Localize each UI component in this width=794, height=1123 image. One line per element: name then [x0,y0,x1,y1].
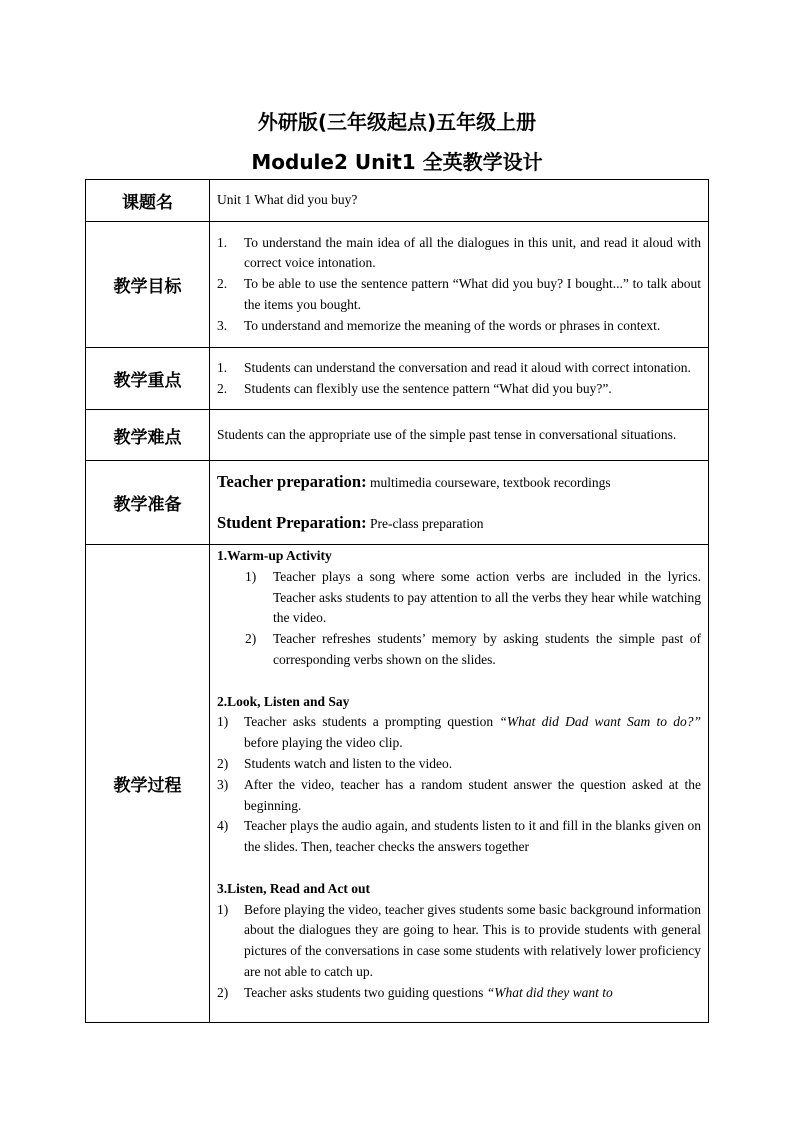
section-listen-read-act-title: 3.Listen, Read and Act out [217,880,371,896]
section-warm-up-title: 1.Warm-up Activity [217,548,332,563]
student-preparation: Student Preparation: Pre-class preparation [217,512,484,532]
difficulties-content: Students can the appropriate use of the simple past tense in conversational situations. [210,410,709,461]
row-key-points [86,348,709,410]
warm-up-item: 2) Teacher refreshes students’ memory by asking students the simple past of corresponding verbs shown on the slides. [245,631,701,667]
document-subtitle: Module2 Unit1 全英教学设计 [251,150,543,174]
key-points-content [210,348,709,410]
document-title: 外研版(三年级起点)五年级上册 [257,110,537,134]
process-content [210,545,709,1023]
look-listen-item: 4) Teacher plays the audio again, and students listen to it and fill in the blanks given on the slides. Then, teacher checks the answers together [217,818,701,855]
topic-content: Unit 1 What did you buy? [210,180,709,222]
look-listen-item: 1) Teacher asks students a prompting question “What did Dad want Sam to do?” before playing the video clip. [217,714,701,751]
objectives-content [210,222,709,348]
header-difficulties: 教学难点 [86,410,210,461]
listen-read-item: 2) Teacher asks students two guiding questions “What did they want to [217,984,613,1000]
row-preparation [86,461,709,545]
look-listen-item: 3) After the video, teacher has a random student answer the question asked at the beginning. [217,776,701,813]
look-listen-item: 2) Students watch and listen to the video. [217,755,453,771]
teacher-preparation: Teacher preparation: multimedia courseware, textbook recordings [217,471,611,491]
header-key-points: 教学重点 [86,348,210,410]
lesson-plan-table [85,179,709,1023]
row-difficulties [86,410,709,461]
key-point-item: 1. Students can understand the conversation and read it aloud with correct intonation. [217,359,691,375]
header-process: 教学过程 [86,545,210,1023]
objective-item: 2. To be able to use the sentence pattern “What did you buy? I bought...” to talk about the items you bought. [217,276,701,312]
row-process [86,545,709,1023]
key-point-item: 2. Students can flexibly use the sentence pattern “What did you buy?”. [217,380,612,396]
section-look-listen-say-title: 2.Look, Listen and Say [217,693,350,709]
warm-up-item: 1) Teacher plays a song where some action verbs are included in the lyrics. Teacher asks students to pay attention to all the verbs they hear while watching the video. [245,568,701,626]
row-topic [86,180,709,222]
objective-item: 1. To understand the main idea of all the dialogues in this unit, and read it aloud with correct voice intonation. [217,234,701,271]
header-topic: 课题名 [86,180,210,222]
row-objectives [86,222,709,348]
objective-item: 3. To understand and memorize the meaning of the words or phrases in context. [217,317,661,333]
preparation-content [210,461,709,545]
header-preparation: 教学准备 [86,461,210,545]
listen-read-item: 1) Before playing the video, teacher gives students some basic background information about the dialogues they are going to hear. This is to provide students with general pictures of the conversations in case some students with relatively lower proficiency are not able to catch up. [217,901,701,979]
header-objectives: 教学目标 [86,222,210,348]
